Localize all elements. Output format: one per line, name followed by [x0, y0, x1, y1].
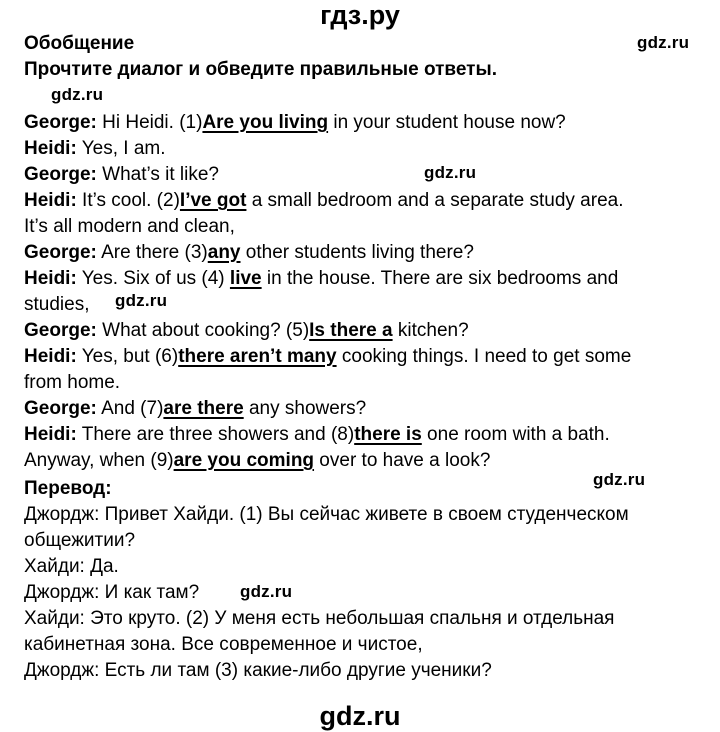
line-text: What about cooking? (5): [96, 320, 310, 341]
translation-line: Джордж: Есть ли там (3) какие-либо другие ученики?: [24, 660, 492, 681]
watermark: gdz.ru: [51, 85, 104, 104]
speaker: Heidi:: [24, 268, 77, 289]
dialogue-line: [24, 164, 219, 186]
dialogue-line: [24, 346, 631, 368]
correct-answer: I’ve got: [179, 190, 247, 211]
translation-line: Хайди: Да.: [24, 556, 119, 577]
correct-answer: there is: [354, 424, 422, 445]
speaker: George:: [24, 164, 97, 185]
line-text: Hi Heidi. (1): [96, 112, 203, 133]
line-text: And (7): [96, 398, 164, 419]
speaker: Heidi:: [24, 346, 77, 367]
dialogue-line: [24, 424, 610, 446]
dialogue-line: [24, 372, 120, 394]
dialogue-line: [24, 216, 235, 238]
line-text: Yes, I am.: [76, 138, 166, 159]
dialogue-line: [24, 398, 366, 420]
line-text: any showers?: [243, 398, 367, 419]
watermark: gdz.ru: [637, 33, 690, 52]
translation-line: Джордж: И как там?: [24, 582, 200, 603]
speaker: Heidi:: [24, 190, 77, 211]
line-text: a small bedroom and a separate study area.: [246, 190, 624, 211]
line-text: It’s all modern and clean,: [24, 216, 235, 237]
correct-answer: there aren’t many: [178, 346, 337, 367]
speaker: George:: [24, 112, 97, 133]
speaker: George:: [24, 242, 97, 263]
translation-line: кабинетная зона. Все современное и чистое,: [24, 634, 423, 655]
line-text: What’s it like?: [96, 164, 219, 185]
speaker: George:: [24, 320, 97, 341]
speaker: George:: [24, 398, 97, 419]
site-logo-bottom: gdz.ru: [319, 701, 401, 731]
translation-heading: Перевод:: [24, 478, 112, 499]
translation-line: Джордж: Привет Хайди. (1) Вы сейчас живете в своем студенческом: [24, 504, 629, 525]
line-text: one room with a bath.: [421, 424, 610, 445]
line-text: from home.: [24, 372, 121, 393]
dialogue-line: [24, 242, 474, 264]
site-logo-top: гдз.ру: [320, 0, 400, 30]
dialogue-line: [24, 450, 490, 472]
correct-answer: are there: [163, 398, 244, 419]
correct-answer: live: [229, 268, 262, 289]
line-text: There are three showers and (8): [76, 424, 355, 445]
dialogue-line: [24, 294, 89, 316]
dialogue-line: [24, 268, 618, 290]
correct-answer: any: [207, 242, 241, 263]
exercise-instruction: Прочтите диалог и обведите правильные ответы.: [24, 59, 497, 80]
correct-answer: Are you living: [202, 112, 329, 133]
line-text: Yes. Six of us (4): [76, 268, 230, 289]
line-text: Anyway, when (9): [24, 450, 174, 471]
line-text: Are there (3): [96, 242, 208, 263]
line-text: kitchen?: [392, 320, 469, 341]
translation-line: общежитии?: [24, 530, 136, 551]
correct-answer: are you coming: [173, 450, 315, 471]
line-text: other students living there?: [240, 242, 474, 263]
dialogue-line: [24, 190, 624, 212]
dialogue-line: [24, 320, 469, 342]
dialogue-line: [24, 112, 566, 134]
section-title: Обобщение: [24, 33, 135, 54]
watermark: gdz.ru: [593, 470, 646, 489]
line-text: over to have a look?: [314, 450, 491, 471]
translation-line: Хайди: Это круто. (2) У меня есть небольшая спальня и отдельная: [24, 608, 615, 629]
speaker: Heidi:: [24, 138, 77, 159]
line-text: cooking things. I need to get some: [336, 346, 632, 367]
correct-answer: Is there a: [309, 320, 393, 341]
watermark: gdz.ru: [424, 163, 477, 182]
line-text: in the house. There are six bedrooms and: [261, 268, 619, 289]
line-text: studies,: [24, 294, 90, 315]
line-text: Yes, but (6): [76, 346, 179, 367]
speaker: Heidi:: [24, 424, 77, 445]
line-text: It’s cool. (2): [76, 190, 180, 211]
line-text: in your student house now?: [328, 112, 566, 133]
watermark: gdz.ru: [240, 582, 293, 601]
dialogue-line: [24, 138, 166, 160]
watermark: gdz.ru: [115, 291, 168, 310]
